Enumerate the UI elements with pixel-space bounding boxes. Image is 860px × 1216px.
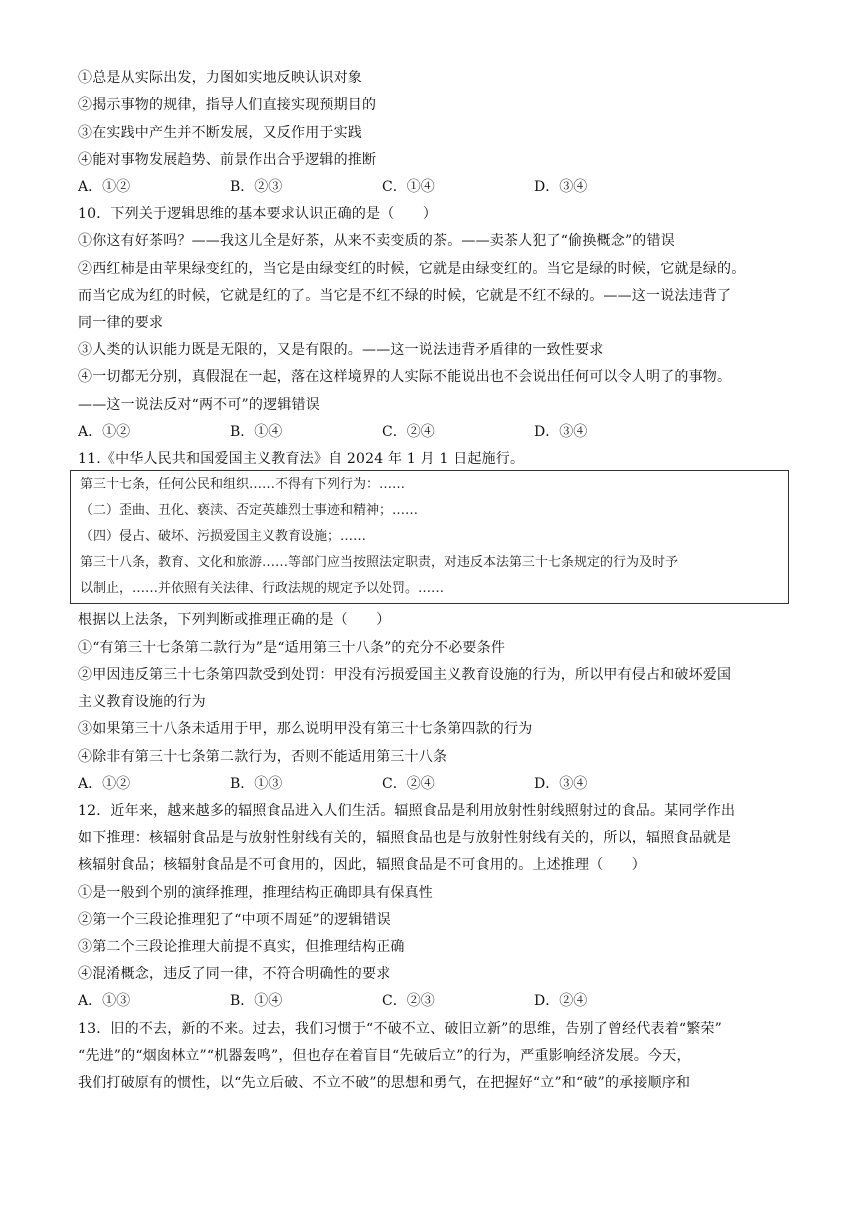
q9-item-3: ③在实践中产生并不断发展，又反作用于实践	[78, 125, 362, 141]
q11-option-d: D．③④	[534, 776, 588, 792]
q10-option-c: C．②④	[382, 424, 435, 440]
law-line-5: 以制止，……并依照有关法律、行政法规的规定予以处罚。……	[80, 581, 445, 596]
q11-line-5: ④除非有第三十七条第二款行为，否则不能适用第三十八条	[78, 749, 448, 765]
q10-line-5: ③人类的认识能力既是无限的，又是有限的。——这一说法违背矛盾律的一致性要求	[78, 342, 604, 358]
q12-line-5: ②第一个三段论推理犯了“中项不周延”的逻辑错误	[78, 912, 391, 928]
q12-line-7: ④混淆概念，违反了同一律，不符合明确性的要求	[78, 966, 391, 982]
law-excerpt-box	[70, 470, 789, 604]
q11-option-c: C．②④	[382, 776, 435, 792]
q10-line-3: 而当它成为红的时候，它就是红的了。当它是不红不绿的时候，它就是不红不绿的。——这一说法违背了	[78, 288, 732, 304]
q10-option-b: B．①④	[230, 424, 283, 440]
q11-line-4: ③如果第三十八条未适用于甲，那么说明甲没有第三十七条第四款的行为	[78, 721, 533, 737]
law-line-4: 第三十八条，教育、文化和旅游……等部门应当按照法定职责，对违反本法第三十七条规定的行为及时予	[80, 555, 679, 570]
q11-option-a: A．①②	[78, 776, 131, 792]
q9-item-4: ④能对事物发展趋势、前景作出合乎逻辑的推断	[78, 152, 377, 168]
law-line-1: 第三十七条，任何公民和组织……不得有下列行为：……	[80, 477, 406, 492]
q13-line-3: 我们打破原有的惯性，以“先立后破、不立不破”的思想和勇气，在把握好“立”和“破”的承接顺序和	[78, 1075, 691, 1091]
q10-line-4: 同一律的要求	[78, 315, 164, 331]
q10-line-7: ——这一说法反对“两不可”的逻辑错误	[78, 397, 320, 413]
q12-option-a: A．①③	[78, 993, 131, 1009]
q10-line-2: ②西红柿是由苹果绿变红的，当它是由绿变红的时候，它就是由绿变红的。当它是绿的时候，它就是绿的。	[78, 261, 746, 277]
q9-option-a: A．①②	[78, 179, 131, 195]
q9-option-b: B．②③	[230, 179, 283, 195]
q10-line-6: ④一切都无分别，真假混在一起，落在这样境界的人实际不能说出也不会说出任何可以令人明了的事物。	[78, 369, 732, 385]
q12-line-1: 12．近年来，越来越多的辐照食品进入人们生活。辐照食品是利用放射性射线照射过的食品。某同学作出	[78, 803, 736, 819]
q11-question: 根据以上法条，下列判断或推理正确的是（ ）	[78, 612, 391, 628]
q12-option-d: D．②④	[534, 993, 588, 1009]
law-line-3: （四）侵占、破坏、污损爱国主义教育设施；……	[80, 529, 367, 544]
q9-option-c: C．①④	[382, 179, 435, 195]
q11-line-1: ①“有第三十七条第二款行为”是“适用第三十八条”的充分不必要条件	[78, 640, 506, 656]
q11-line-2: ②甲因违反第三十七条第四款受到处罚：甲没有污损爱国主义教育设施的行为，所以甲有侵占和破坏爱国	[78, 667, 732, 683]
q9-item-2: ②揭示事物的规律，指导人们直接实现预期目的	[78, 97, 377, 113]
q11-stem: 11.《中华人民共和国爱国主义教育法》自 2024 年 1 月 1 日起施行。	[78, 451, 525, 467]
q9-option-d: D．③④	[534, 179, 588, 195]
q13-line-2: “先进”的“烟囱林立”“机器轰鸣”，但也存在着盲目“先破后立”的行为，严重影响经济发展。今天，	[78, 1048, 691, 1064]
q10-option-d: D．③④	[534, 424, 588, 440]
q10-stem: 10．下列关于逻辑思维的基本要求认识正确的是（ ）	[78, 206, 438, 222]
q13-line-1: 13．旧的不去，新的不来。过去，我们习惯于“不破不立、破旧立新”的思维，告别了曾经代表着“繁荣”	[78, 1021, 723, 1037]
law-line-2: （二）歪曲、丑化、亵渎、否定英雄烈士事迹和精神；……	[80, 503, 419, 518]
q10-line-1: ①你这有好茶吗？——我这儿全是好茶，从来不卖变质的茶。——卖茶人犯了“偷换概念”的错误	[78, 233, 675, 249]
q12-line-6: ③第二个三段论推理大前提不真实，但推理结构正确	[78, 939, 405, 955]
q12-option-c: C．②③	[382, 993, 435, 1009]
q11-line-3: 主义教育设施的行为	[78, 694, 206, 710]
q12-line-3: 核辐射食品；核辐射食品是不可食用的，因此，辐照食品是不可食用的。上述推理（ ）	[78, 857, 646, 873]
q9-item-1: ①总是从实际出发，力图如实地反映认识对象	[78, 70, 362, 86]
q12-option-b: B．①④	[230, 993, 283, 1009]
q11-option-b: B．①③	[230, 776, 283, 792]
q12-line-4: ①是一般到个别的演绎推理，推理结构正确即具有保真性	[78, 885, 433, 901]
q12-line-2: 如下推理：核辐射食品是与放射性射线有关的，辐照食品也是与放射性射线有关的，所以，辐照食品就是	[78, 830, 732, 846]
q10-option-a: A．①②	[78, 424, 131, 440]
